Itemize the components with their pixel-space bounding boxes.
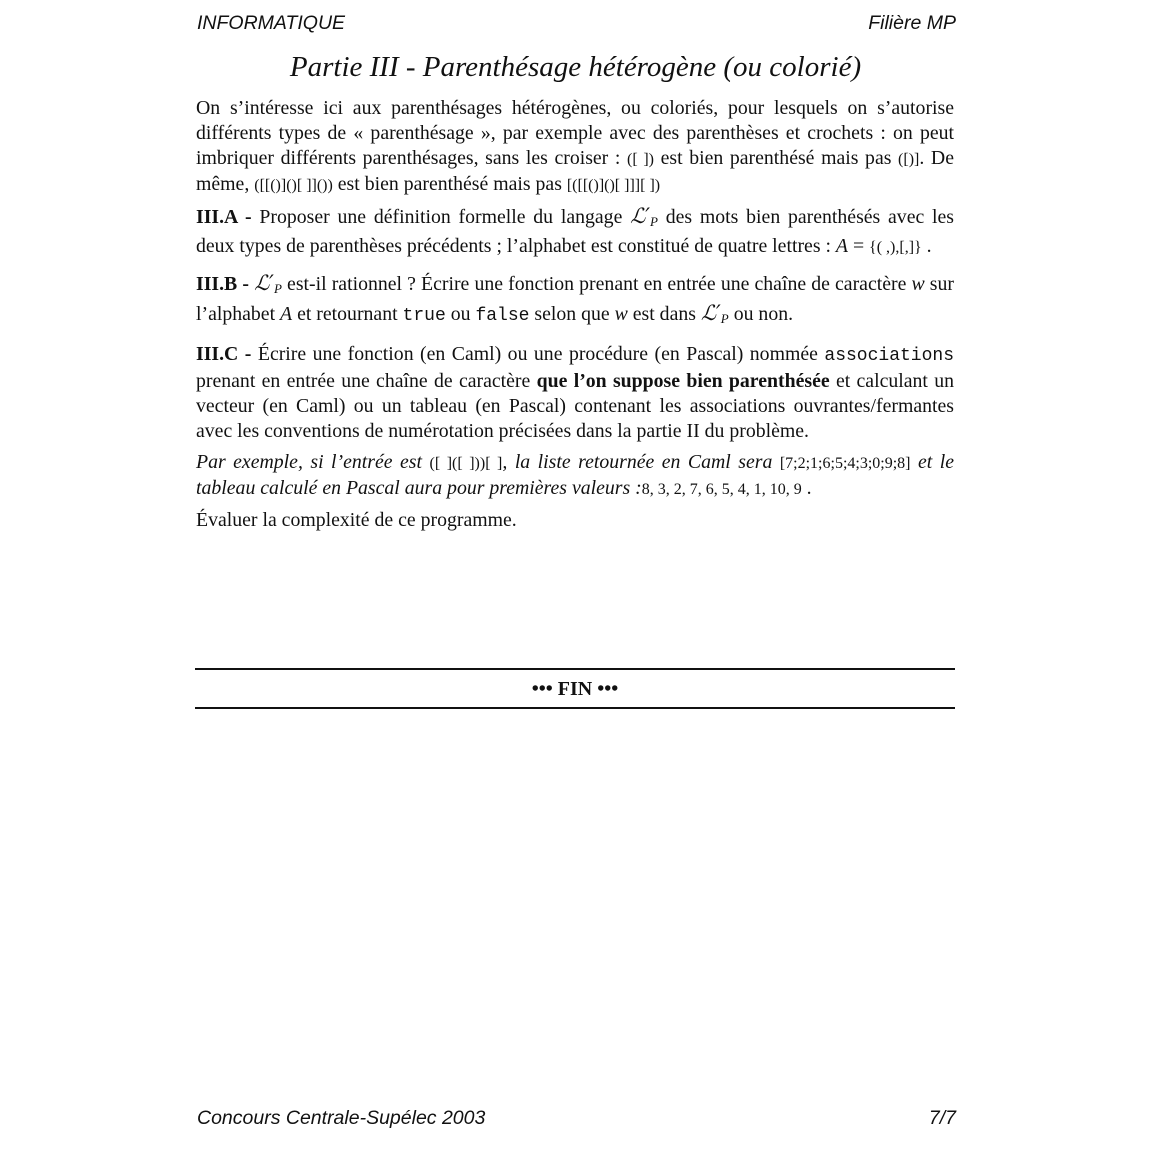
complexity-paragraph: Évaluer la complexité de ce programme.: [196, 509, 517, 531]
example-bad-bracketed-1: ([)]: [898, 151, 920, 168]
divider-top: [195, 668, 955, 670]
language-symbol: ℒ′: [700, 301, 721, 325]
question-c: III.C - Écrire une fonction (en Caml) ou une procédure (en Pascal) nommée associations prenant en entrée une chaîne de caractère que l’on suppose bien parenthésée et calculant un vecteur (en Caml) ou un tableau (en Pascal) contenant les associations ouvrantes/fermantes avec les conventions de numérotation précisées dans la partie II du problème.: [196, 343, 955, 442]
footer-page-number: 7/7: [928, 1107, 956, 1129]
question-a-label: III.A -: [196, 206, 252, 228]
language-symbol: ℒ′: [630, 204, 651, 228]
header-track: Filière MP: [868, 12, 956, 34]
example-well-bracketed-1: ([ ]): [627, 151, 654, 168]
footer-contest: Concours Centrale-Supélec 2003: [197, 1107, 486, 1129]
example-input: ([ ]([ ]))[ ]: [429, 455, 503, 472]
example-bad-bracketed-2: [([[()]()[ ]]][ ]): [566, 177, 661, 194]
function-name: associations: [824, 346, 955, 366]
example-paragraph: Par exemple, si l’entrée est ([ ]([ ]))[ ], la liste retournée en Caml sera [7;2;1;6;5;4;3;0;9;8] et le tableau calculé en Pascal aura pour premières valeurs :8, 3, 2, 7, 6, 5, 4, 1, 10, 9 .: [196, 451, 955, 499]
question-c-label: III.C -: [196, 343, 252, 365]
section-title: Partie III - Parenthésage hétérogène (ou colorié): [289, 51, 862, 83]
example-well-bracketed-2: ([[()]()[ ]]()): [254, 177, 333, 194]
emphasis: que l’on suppose bien parenthésée: [536, 370, 830, 392]
question-a: III.A - Proposer une définition formelle du langage $ℒ'_P$ des mots bien parenthésés avec les deux types de parenthèses précédents ; l’alphabet est constitué de quatre lettres : A = {( ,),[,]} .: [196, 204, 955, 257]
section-body: [196, 96, 954, 544]
alphabet-set: {( ,),[,]}: [869, 239, 922, 256]
divider-bottom: [195, 707, 955, 709]
example-caml-list: [7;2;1;6;5;4;3;0;9;8]: [779, 455, 911, 472]
end-mark: ••• FIN •••: [531, 678, 619, 700]
intro-paragraph: On s’intéresse ici aux parenthésages hétérogènes, ou coloriés, pour lesquels on s’autorise différents types de « parenthésage », par exemple avec des parenthèses et crochets : on peut imbriquer différents parenthésages, sans les croiser : ([ ]) est bien parenthésé mais pas ([)]. De même, ([[()]()[ ]]()) est bien parenthésé mais pas [([[()]()[ ]]][ ]): [196, 97, 954, 195]
example-pascal-values: 8, 3, 2, 7, 6, 5, 4, 1, 10, 9: [641, 481, 802, 498]
keyword-true: true: [402, 306, 446, 326]
question-b-label: III.B -: [196, 273, 249, 295]
question-b: $III.B - ℒ'_P$ est-il rationnel ? Écrire une fonction prenant en entrée une chaîne de caractère w sur l’alphabet A et retournant true ou false selon que w est dans $ℒ'_P$ ou non.: [196, 271, 954, 326]
header-subject: INFORMATIQUE: [197, 12, 346, 34]
language-symbol: ℒ′: [254, 271, 274, 295]
keyword-false: false: [475, 306, 530, 326]
